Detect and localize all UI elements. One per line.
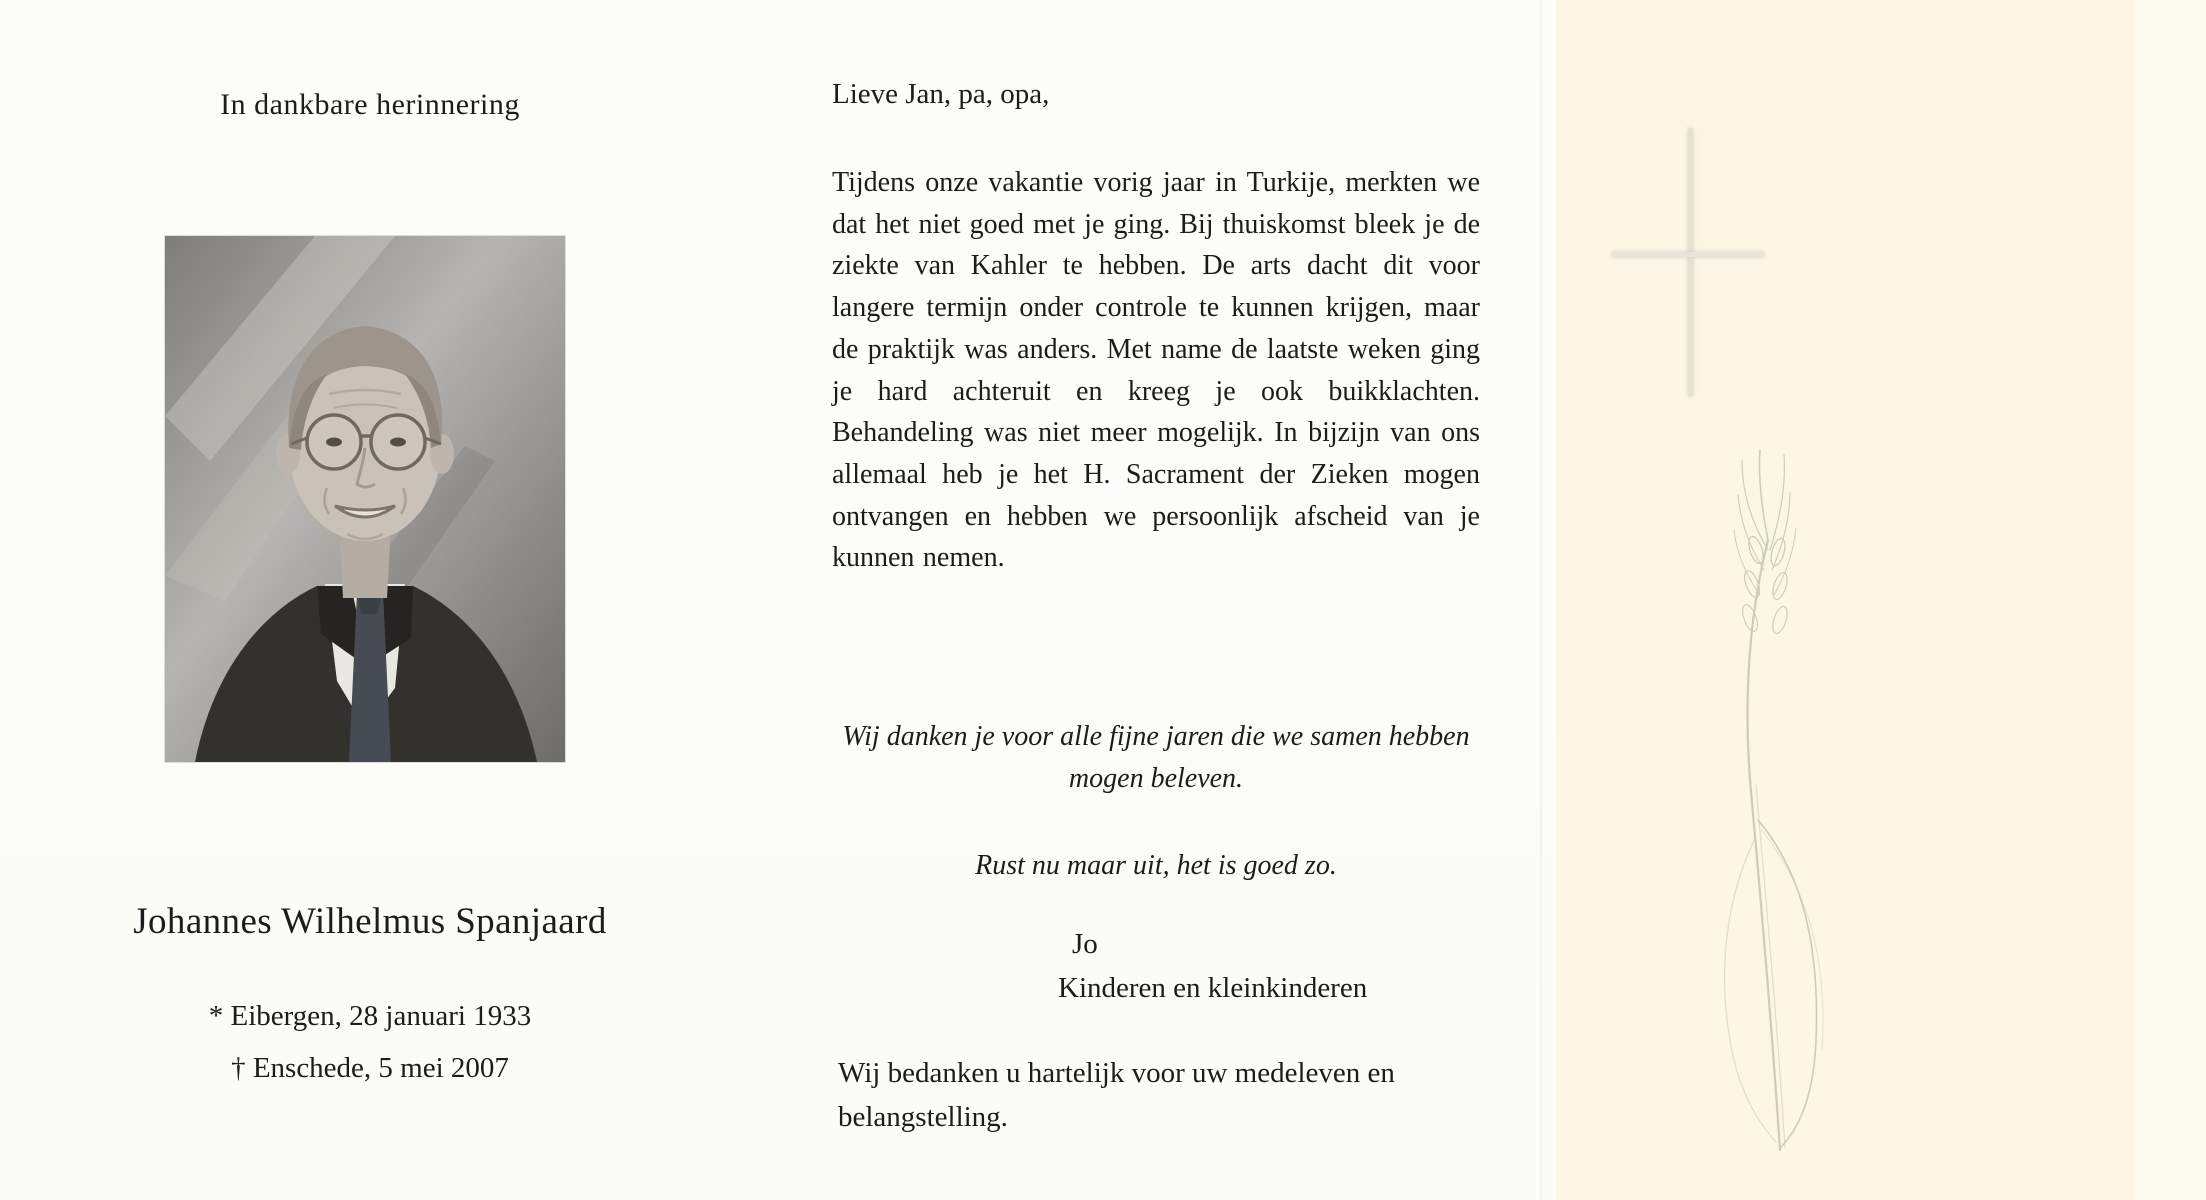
deceased-name: Johannes Wilhelmus Spanjaard	[133, 901, 607, 942]
memorial-header: In dankbare herinnering	[220, 88, 520, 121]
signature-block	[1058, 922, 1478, 1010]
signature-jo: Jo	[1072, 928, 1098, 960]
portrait-photo	[165, 236, 565, 762]
quote-rest: Rust nu maar uit, het is goed zo.	[975, 850, 1337, 881]
death-line: † Enschede, 5 mei 2007	[231, 1052, 509, 1084]
portrait-photo-illustration	[165, 236, 565, 762]
wheat-stalk-illustration	[1630, 400, 1910, 1160]
thanks-text: Wij bedanken u hartelijk voor uw medeleven en belangstelling.	[838, 1057, 1395, 1133]
right-cream-edge	[2134, 0, 2206, 1200]
salutation: Lieve Jan, pa, opa,	[832, 78, 1050, 110]
memorial-body-text: Tijdens onze vakantie vorig jaar in Turkije, merkten we dat het niet goed met je ging. Bij thuiskomst bleek je de ziekte van Kahler te hebben. De arts dacht dit voor langere termijn onder controle te kunnen krijgen, maar de praktijk was anders. Met name de laatste weken ging je hard achteruit en kreeg je ook buikklachten. Behandeling was niet meer mogelijk. In bijzijn van ons allemaal heb je het H. Sacrament der Zieken mogen ontvangen en hebben we persoonlijk afscheid van je kunnen nemen.	[832, 167, 1480, 574]
wheat-stalk-sketch	[1630, 400, 1910, 1160]
quote-thanks: Wij danken je voor alle fijne jaren die we samen hebben mogen beleven.	[842, 721, 1470, 794]
birth-line: * Eibergen, 28 januari 1933	[208, 1000, 532, 1032]
card-fold-line	[1540, 0, 1543, 1200]
signature-children: Kinderen en kleinkinderen	[1058, 972, 1368, 1005]
